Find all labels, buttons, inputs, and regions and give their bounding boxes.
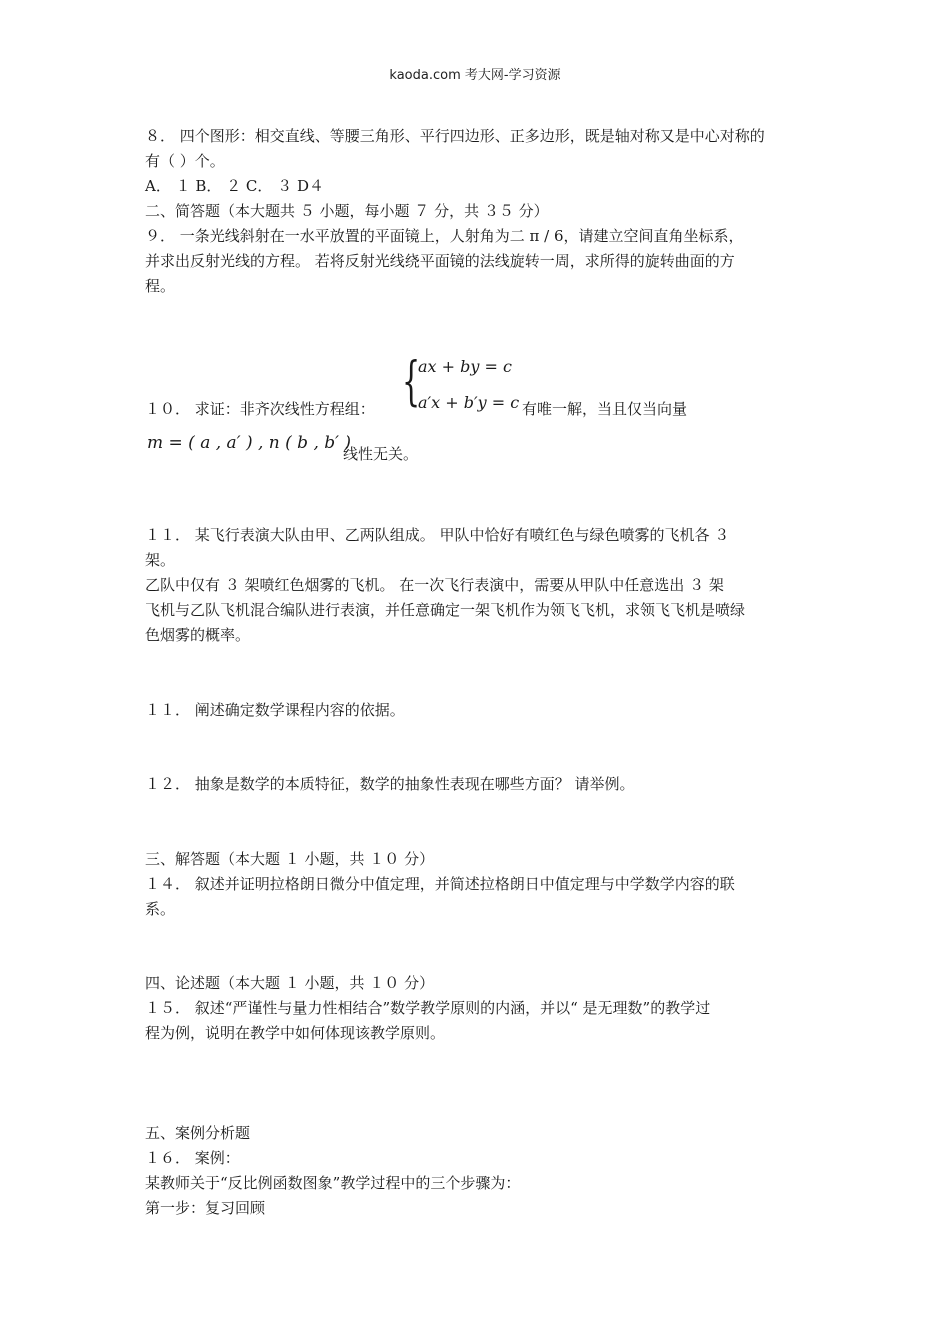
q9-line-3: 程。	[145, 277, 176, 295]
q16-line-2: 某教师关于“反比例函数图象”教学过程中的三个步骤为：	[145, 1174, 521, 1192]
q10-tail: 有唯一解，当且仅当向量	[522, 400, 688, 418]
section-5-heading: 五、案例分析题	[145, 1124, 251, 1142]
section-4-heading: 四、论述题（本大题 １ 小题，共 １０ 分）	[145, 974, 435, 992]
q8-options: A． １ B． ２ C． ３ D４	[145, 177, 324, 195]
section-2-heading: 二、简答题（本大题共 ５ 小题，每小题 ７ 分，共 ３５ 分）	[145, 202, 549, 220]
q16-line-1: １６． 案例：	[145, 1149, 240, 1167]
q11a-line-4: 飞机与乙队飞机混合编队进行表演，并任意确定一架飞机作为领飞飞机，求领飞飞机是喷绿	[145, 601, 746, 619]
q11a-line-5: 色烟雾的概率。	[145, 626, 251, 644]
q9-line-2: 并求出反射光线的方程。 若将反射光线绕平面镜的法线旋转一周，求所得的旋转曲面的方	[145, 252, 735, 270]
q11a-line-3: 乙队中仅有 ３ 架喷红色烟雾的飞机。 在一次飞行表演中，需要从甲队中任意选出 ３ 架	[145, 576, 724, 594]
q10-after-vector: 线性无关。	[343, 445, 419, 463]
q11a-line-2: 架。	[145, 551, 176, 569]
equation-1: ax + by = c	[418, 357, 512, 376]
q14-line-1: １４． 叙述并证明拉格朗日微分中值定理，并简述拉格朗日中值定理与中学数学内容的联	[145, 875, 735, 893]
page-header: kaoda.com 考大网-学习资源	[389, 68, 561, 83]
q12-line: １２． 抽象是数学的本质特征，数学的抽象性表现在哪些方面？ 请举例。	[145, 775, 635, 793]
q16-line-3: 第一步：复习回顾	[145, 1199, 266, 1217]
q9-line-1: ９． 一条光线斜射在一水平放置的平面镜上，人射角为二 π / 6，请建立空间直角坐标系，	[145, 227, 744, 245]
equation-2: a′x + b′y = c	[418, 393, 520, 412]
q11a-line-1: １１． 某飞行表演大队由甲、乙两队组成。 甲队中恰好有喷红色与绿色喷雾的飞机各 ３	[145, 526, 730, 544]
q8-line-1: ８． 四个图形：相交直线、等腰三角形、平行四边形、正多边形，既是轴对称又是中心对称的	[145, 127, 765, 145]
q15-line-2: 程为例，说明在教学中如何体现该教学原则。	[145, 1024, 446, 1042]
equation-system-brace: {	[402, 352, 421, 412]
section-3-heading: 三、解答题（本大题 １ 小题，共 １０ 分）	[145, 850, 435, 868]
q8-line-2: 有（ ）个。	[145, 152, 225, 170]
q15-line-1: １５． 叙述“严谨性与量力性相结合”数学教学原则的内涵，并以“ 是无理数”的教学过	[145, 999, 711, 1017]
q10-lead: １０． 求证：非齐次线性方程组：	[145, 400, 375, 418]
q11b-line: １１． 阐述确定数学课程内容的依据。	[145, 701, 405, 719]
q14-line-2: 系。	[145, 900, 176, 918]
vector-formula: m = ( a , a′ ) , n ( b , b′ )	[147, 433, 352, 453]
